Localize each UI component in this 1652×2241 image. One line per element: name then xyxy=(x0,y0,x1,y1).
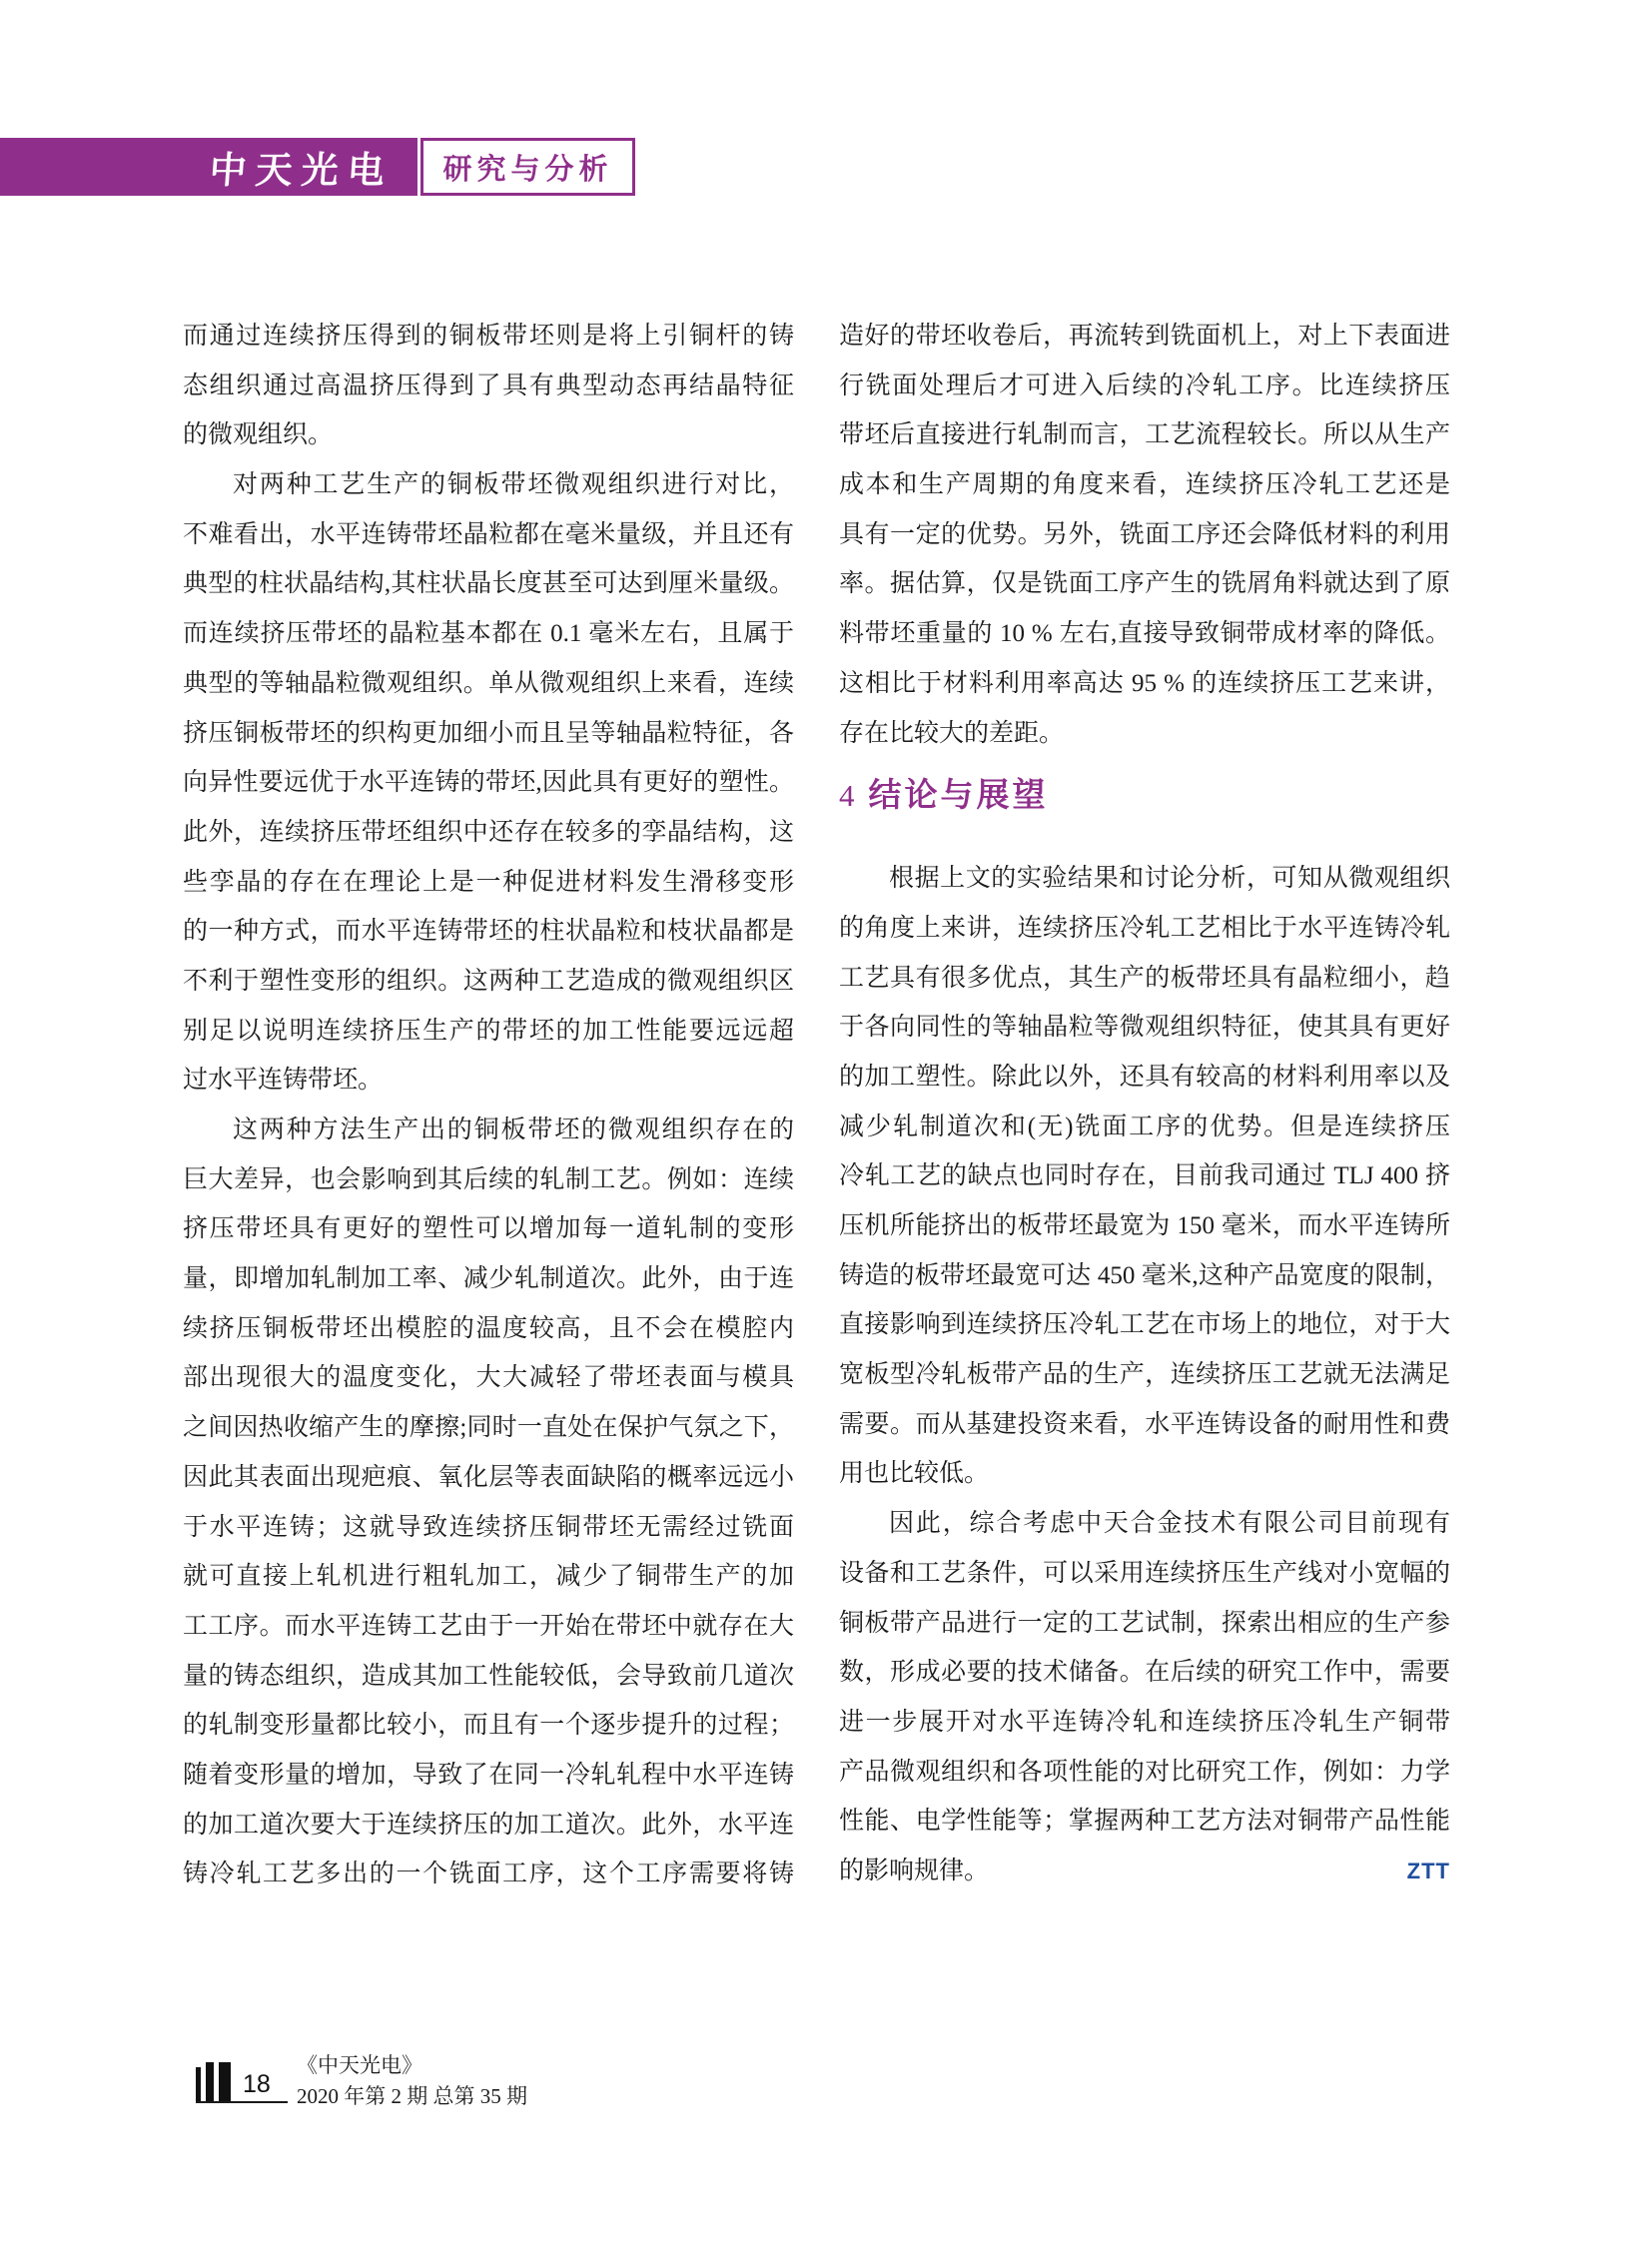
text-line: 而连续挤压带坯的晶粒基本都在 0.1 毫米左右，且属于 xyxy=(183,620,794,648)
text-line: 的影响规律。 ZTT xyxy=(839,1847,1450,1896)
text-line: 的加工道次要大于连续挤压的加工道次。此外，水平连 xyxy=(183,1811,794,1839)
issue-info: 2020 年第 2 期 总第 35 期 xyxy=(297,2084,527,2108)
text-line: 巨大差异，也会影响到其后续的轧制工艺。例如：连续 xyxy=(183,1165,794,1193)
text-line: 冷轧工艺的缺点也同时存在，目前我司通过 TLJ 400 挤 xyxy=(839,1162,1450,1190)
text-line: 需要。而从基建投资来看，水平连铸设备的耐用性和费 xyxy=(839,1410,1450,1438)
text-line: 具有一定的优势。另外，铣面工序还会降低材料的利用 xyxy=(839,520,1450,548)
text-line: 成本和生产周期的角度来看，连续挤压冷轧工艺还是 xyxy=(839,471,1450,499)
text-line: 因此，综合考虑中天合金技术有限公司目前现有 xyxy=(889,1510,1450,1538)
text-line: 量，即增加轧制加工率、减少轧制道次。此外，由于连 xyxy=(183,1265,794,1293)
text-line: 不利于塑性变形的组织。这两种工艺造成的微观组织区 xyxy=(183,967,794,995)
text-line: 就可直接上轧机进行粗轧加工，减少了铜带生产的加 xyxy=(183,1563,794,1591)
section-heading xyxy=(839,772,1450,820)
text-line: 于水平连铸；这就导致连续挤压铜带坯无需经过铣面 xyxy=(183,1513,794,1541)
text-line: 而通过连续挤压得到的铜板带坯则是将上引铜杆的铸 xyxy=(183,323,794,350)
text-line: 造好的带坯收卷后，再流转到铣面机上，对上下表面进 xyxy=(839,323,1450,350)
section-label-box xyxy=(420,138,635,196)
footer-page-mark xyxy=(196,2061,271,2101)
text-line: 数，形成必要的技术储备。在后续的研究工作中，需要 xyxy=(839,1659,1450,1687)
text-line: 进一步展开对水平连铸冷轧和连续挤压冷轧生产铜带 xyxy=(839,1708,1450,1736)
journal-info xyxy=(297,2050,527,2112)
text-line: 料带坯重量的 10 % 左右,直接导致铜带成材率的降低。 xyxy=(839,620,1450,648)
text-line: 设备和工艺条件，可以采用连续挤压生产线对小宽幅的 xyxy=(839,1559,1450,1587)
left-text-column xyxy=(183,312,794,1899)
text-line: 之间因热收缩产生的摩擦;同时一直处在保护气氛之下， xyxy=(183,1414,794,1442)
text-line: 的一种方式，而水平连铸带坯的柱状晶粒和枝状晶都是 xyxy=(183,918,794,946)
text-line: 典型的等轴晶粒微观组织。单从微观组织上来看，连续 xyxy=(183,669,794,697)
footer-bar-icon xyxy=(219,2062,231,2101)
text-line: 的轧制变形量都比较小，而且有一个逐步提升的过程； xyxy=(183,1712,794,1740)
page-number: 18 xyxy=(243,2070,271,2098)
text-line: 率。据估算，仅是铣面工序产生的铣屑角料就达到了原 xyxy=(839,570,1450,598)
text-line: 工工序。而水平连铸工艺由于一开始在带坯中就存在大 xyxy=(183,1612,794,1640)
text-line: 减少轧制道次和(无)铣面工序的优势。但是连续挤压 xyxy=(839,1113,1450,1140)
text-line: 向异性要远优于水平连铸的带坯,因此具有更好的塑性。 xyxy=(183,769,794,797)
section-heading-number: 4 xyxy=(839,778,855,814)
footer-bar-icon xyxy=(206,2062,214,2101)
footer-bar-icon xyxy=(196,2067,201,2101)
text-line: 挤压带坯具有更好的塑性可以增加每一道轧制的变形 xyxy=(183,1215,794,1243)
text-line: 铜板带产品进行一定的工艺试制，探索出相应的生产参 xyxy=(839,1609,1450,1637)
right-text-column xyxy=(839,312,1450,1896)
text-line: 这两种方法生产出的铜板带坯的微观组织存在的 xyxy=(233,1117,794,1143)
text-line: 于各向同性的等轴晶粒等微观组织特征，使其具有更好 xyxy=(839,1014,1450,1042)
text-line: 的微观组织。 xyxy=(183,421,334,449)
footer-rule xyxy=(196,2101,288,2103)
section-heading-title: 结论与展望 xyxy=(868,778,1049,815)
text-line: 随着变形量的增加，导致了在同一冷轧轧程中水平连铸 xyxy=(183,1761,794,1789)
text-line: 铸造的板带坯最宽可达 450 毫米,这种产品宽度的限制， xyxy=(839,1261,1450,1289)
text-line: 别足以说明连续挤压生产的带坯的加工性能要远远超 xyxy=(183,1017,794,1045)
ztt-end-mark: ZTT xyxy=(1406,1858,1450,1883)
text-line: 挤压铜板带坯的织构更加细小而且呈等轴晶粒特征，各 xyxy=(183,719,794,747)
text-line: 续挤压铜板带坯出模腔的温度较高，且不会在模腔内 xyxy=(183,1314,794,1342)
text-line: 典型的柱状晶结构,其柱状晶长度甚至可达到厘米量级。 xyxy=(183,570,794,598)
right-column-bottom xyxy=(839,854,1450,1895)
text-line: 根据上文的实验结果和讨论分析，可知从微观组织 xyxy=(889,865,1450,893)
text-line: 产品微观组织和各项性能的对比研究工作，例如：力学 xyxy=(839,1758,1450,1786)
text-line: 带坯后直接进行轧制而言，工艺流程较长。所以从生产 xyxy=(839,421,1450,449)
text-line: 行铣面处理后才可进入后续的冷轧工序。比连续挤压 xyxy=(839,372,1450,399)
text-line: 不难看出，水平连铸带坯晶粒都在毫米量级，并且还有 xyxy=(183,520,794,548)
text-line: 部出现很大的温度变化，大大减轻了带坯表面与模具 xyxy=(183,1364,794,1392)
text-line: 过水平连铸带坯。 xyxy=(183,1067,384,1095)
right-column-top xyxy=(839,312,1450,758)
brand-logo-text: 中天光电 xyxy=(208,148,396,192)
text-line: 存在比较大的差距。 xyxy=(839,719,1065,747)
header-brand-bar xyxy=(0,138,417,196)
text-line: 性能、电学性能等；掌握两种工艺方法对铜带产品性能 xyxy=(839,1808,1450,1836)
text-line: 的角度上来讲，连续挤压冷轧工艺相比于水平连铸冷轧 xyxy=(839,914,1450,942)
text-line: 这相比于材料利用率高达 95 % 的连续挤压工艺来讲， xyxy=(839,669,1450,697)
text-line: 工艺具有很多优点，其生产的板带坯具有晶粒细小，趋 xyxy=(839,964,1450,992)
text-line: 对两种工艺生产的铜板带坯微观组织进行对比， xyxy=(233,471,794,499)
section-label: 研究与分析 xyxy=(442,153,613,186)
text-line: 用也比较低。 xyxy=(839,1460,990,1488)
text-line: 态组织通过高温挤压得到了具有典型动态再结晶特征 xyxy=(183,372,794,399)
text-line: 因此其表面出现疤痕、氧化层等表面缺陷的概率远远小 xyxy=(183,1463,794,1491)
text-line: 压机所能挤出的板带坯最宽为 150 毫米，而水平连铸所 xyxy=(839,1212,1450,1239)
text-line: 宽板型冷轧板带产品的生产，连续挤压工艺就无法满足 xyxy=(839,1361,1450,1389)
journal-name: 《中天光电》 xyxy=(297,2053,422,2077)
text-line: 铸冷轧工艺多出的一个铣面工序，这个工序需要将铸 xyxy=(183,1861,794,1888)
text-line: 量的铸态组织，造成其加工性能较低，会导致前几道次 xyxy=(183,1662,794,1690)
text-line: 此外，连续挤压带坯组织中还存在较多的孪晶结构，这 xyxy=(183,818,794,846)
text-line: 些孪晶的存在在理论上是一种促进材料发生滑移变形 xyxy=(183,868,794,896)
text-line: 的加工塑性。除此以外，还具有较高的材料利用率以及 xyxy=(839,1063,1450,1091)
text-line: 直接影响到连续挤压冷轧工艺在市场上的地位，对于大 xyxy=(839,1311,1450,1339)
